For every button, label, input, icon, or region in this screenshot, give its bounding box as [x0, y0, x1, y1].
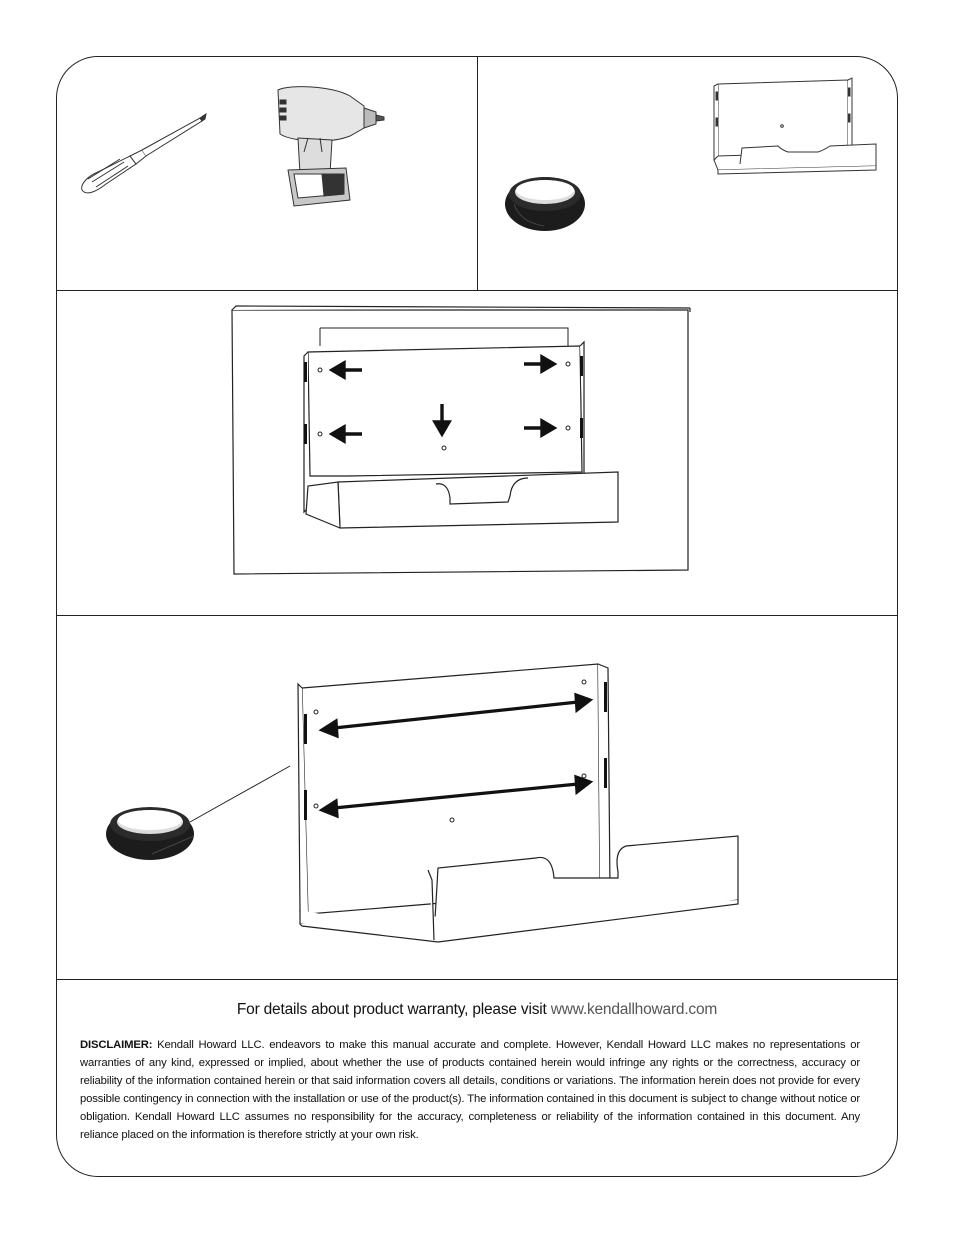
- velcro-strap-icon: [102, 794, 202, 866]
- strap-through-bracket-slots: [190, 654, 750, 954]
- divider-vertical: [477, 57, 478, 290]
- warranty-text: For details about product warranty, please visit: [236, 1001, 551, 1018]
- divider-1: [56, 290, 898, 291]
- divider-2: [56, 615, 898, 616]
- screwdriver-icon: [78, 110, 218, 210]
- warranty-notice: [0, 1001, 954, 1019]
- wall-mount-bracket-icon: [712, 78, 882, 178]
- disclaimer-text: Kendall Howard LLC. endeavors to make this manual accurate and complete. However, Kendall Howard LLC makes no representations or warranties of any kind, expressed or implied, about whether the use of products contained herein would infringe any rights or the correctness, accuracy or reliability of the information contained herein or that said information covers all details, conditions or variations. The information herein does not provide for every possible contingency in connection with the installation or use of the product(s). The information contained in this document is subject to change without notice or obligation. Kendall Howard LLC assumes no responsibility for the accuracy, completeness or reliability of the information contained in this document. Any reliance placed on the information is therefore strictly at your own risk.: [80, 1039, 860, 1141]
- disclaimer-label: DISCLAIMER:: [80, 1039, 153, 1051]
- divider-3: [56, 979, 898, 980]
- warranty-link[interactable]: www.kendallhoward.com: [550, 1001, 718, 1018]
- velcro-strap-icon: [500, 160, 590, 240]
- cordless-drill-icon: [268, 82, 388, 222]
- bracket-on-wall-with-screw-arrows: [228, 306, 692, 578]
- disclaimer-paragraph: [80, 1036, 860, 1144]
